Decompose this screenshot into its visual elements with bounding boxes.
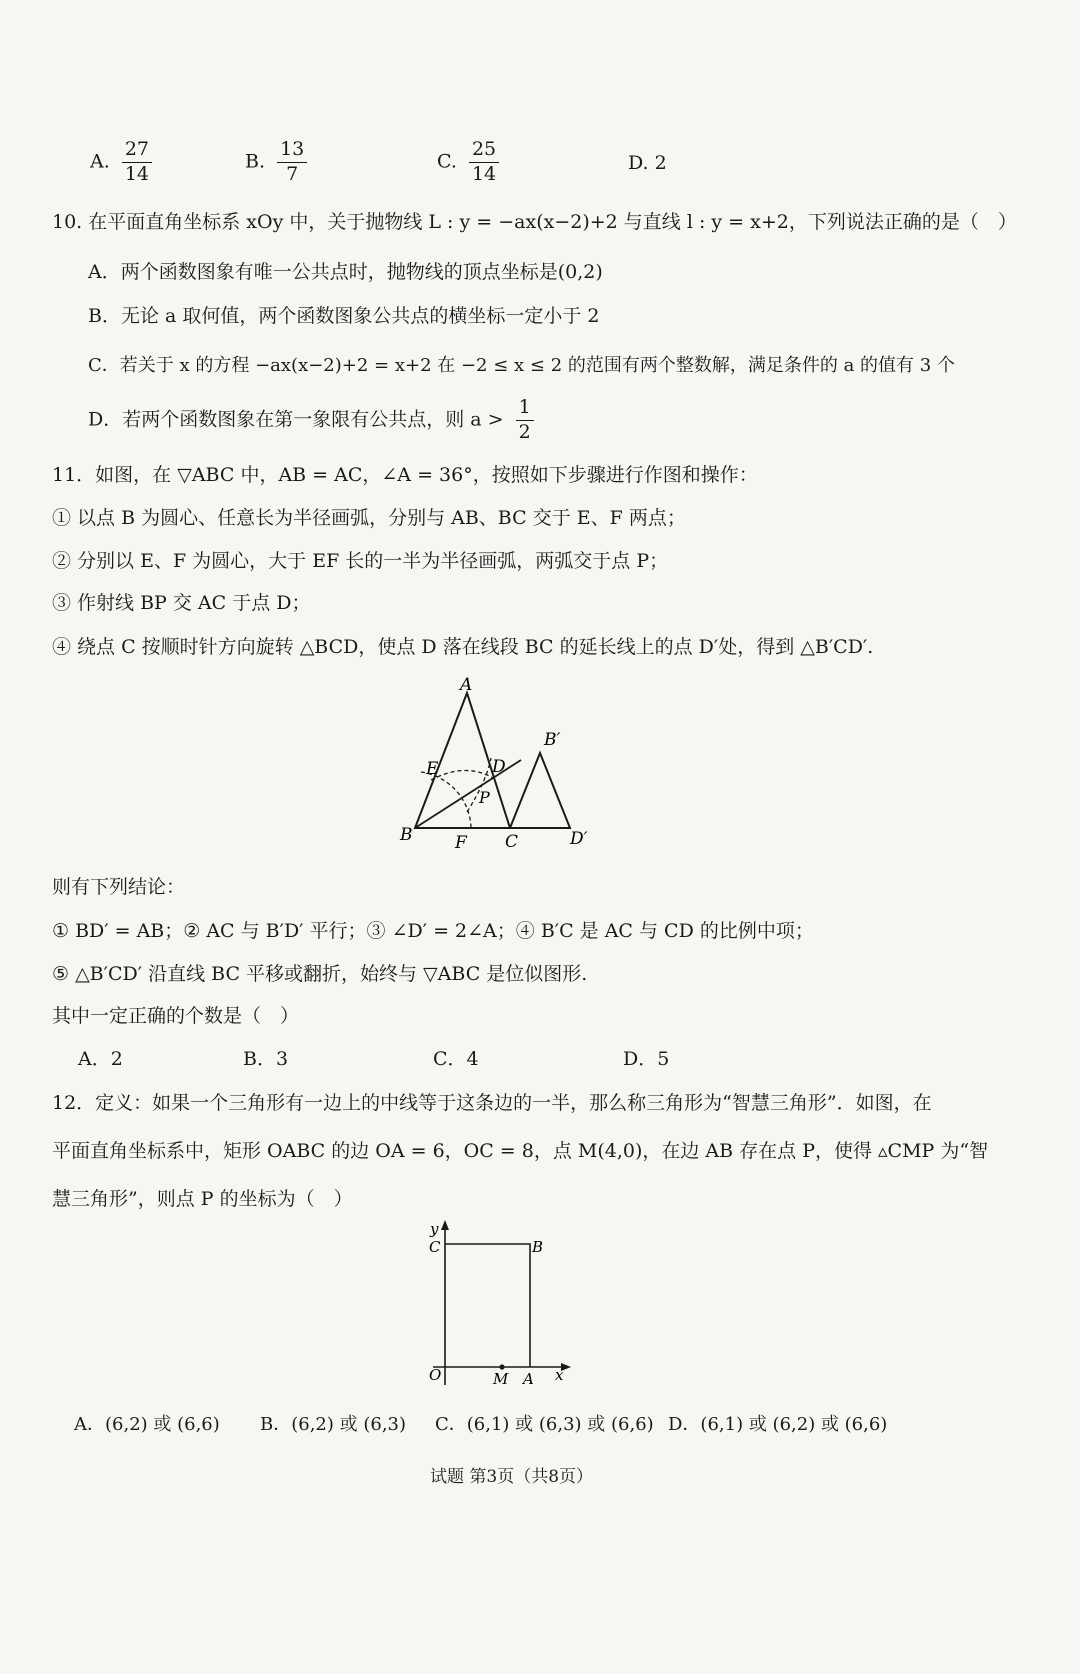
q11-option-d: D．5 — [623, 1048, 670, 1070]
fig12-label-o: O — [429, 1366, 442, 1384]
fig11-label-b: B — [400, 825, 413, 845]
fig11-label-d: D — [492, 757, 506, 777]
fig12-label-m: M — [493, 1370, 509, 1388]
fig11-label-e: E — [426, 759, 439, 779]
q10-stem: 10. 在平面直角坐标系 xOy 中，关于抛物线 L : y = −ax(x−2)+2 与直线 l : y = x+2，下列说法正确的是（ ） — [52, 211, 1017, 233]
fig12-label-y: y — [430, 1220, 439, 1238]
q12-line-3: 慧三角形”，则点 P 的坐标为（ ） — [52, 1188, 353, 1210]
q9-option-a: A. $\frac{27}{14}$ — [90, 140, 152, 185]
q9-option-d: D. 2 — [628, 152, 667, 174]
fig11-label-a: A — [460, 675, 473, 695]
q11-option-c: C．4 — [433, 1048, 479, 1070]
q12-option-c: C．(6,1) 或 (6,3) 或 (6,6) — [435, 1414, 654, 1435]
q9-option-b: B. $\frac{13}{7}$ — [245, 140, 307, 185]
q11-conclusions-1: ① BD′ = AB；② AC 与 B′D′ 平行；③ ∠D′ = 2∠A；④ B′C 是 AC 与 CD 的比例中项； — [52, 920, 814, 942]
q12-line-1: 12．定义：如果一个三角形有一边上的中线等于这条边的一半，那么称三角形为“智慧三角形”．如图，在 — [52, 1092, 932, 1114]
fig12-label-a: A — [523, 1370, 534, 1388]
q12-figure — [415, 1220, 575, 1390]
q12-line-2: 平面直角坐标系中，矩形 OABC 的边 OA = 6，OC = 8，点 M(4,0)，在边 AB 存在点 P，使得 ▵CMP 为“智 — [52, 1140, 989, 1162]
q11-step-3: ③ 作射线 BP 交 AC 于点 D； — [52, 592, 311, 614]
fig12-label-c: C — [429, 1238, 441, 1256]
q10-option-d: D．若两个函数图象在第一象限有公共点，则 a > $\frac{1}{2}$ — [88, 398, 534, 443]
fig11-label-p: P — [479, 788, 490, 807]
q11-figure — [395, 670, 615, 855]
q9-option-c: C. $\frac{25}{14}$ — [437, 140, 499, 185]
q11-step-4: ④ 绕点 C 按顺时针方向旋转 △BCD，使点 D 落在线段 BC 的延长线上的点 D′处，得到 △B′CD′. — [52, 636, 874, 658]
q11-question: 其中一定正确的个数是（ ） — [52, 1005, 300, 1027]
q10-option-b: B．无论 a 取何值，两个函数图象公共点的横坐标一定小于 2 — [88, 305, 600, 327]
q11-stem: 11．如图，在 ▽ABC 中，AB = AC，∠A = 36°，按照如下步骤进行作图和操作： — [52, 464, 758, 486]
q11-step-1: ① 以点 B 为圆心、任意长为半径画弧，分别与 AB、BC 交于 E、F 两点； — [52, 507, 686, 529]
fig12-label-x: x — [555, 1366, 564, 1384]
q10-option-c: C．若关于 x 的方程 −ax(x−2)+2 = x+2 在 −2 ≤ x ≤ 2 的范围有两个整数解，满足条件的 a 的值有 3 个 — [88, 355, 955, 376]
q12-option-b: B．(6,2) 或 (6,3) — [260, 1414, 407, 1435]
fig11-label-d-prime: D′ — [570, 829, 588, 849]
q11-option-a: A．2 — [78, 1048, 123, 1070]
fig11-label-b-prime: B′ — [544, 730, 561, 750]
fig12-label-b: B — [532, 1238, 544, 1256]
q11-option-b: B．3 — [243, 1048, 289, 1070]
q11-conclusions-2: ⑤ △B′CD′ 沿直线 BC 平移或翻折，始终与 ▽ABC 是位似图形. — [52, 963, 588, 985]
page-footer: 试题 第3页（共8页） — [430, 1467, 594, 1487]
q12-option-a: A．(6,2) 或 (6,6) — [74, 1414, 220, 1435]
q10-option-a: A．两个函数图象有唯一公共点时，抛物线的顶点坐标是(0,2) — [88, 261, 603, 283]
fig11-label-c: C — [505, 832, 519, 852]
q11-conclusion-intro: 则有下列结论： — [52, 876, 186, 898]
q11-step-2: ② 分别以 E、F 为圆心，大于 EF 长的一半为半径画弧，两弧交于点 P； — [52, 550, 669, 572]
fig11-label-f: F — [455, 833, 467, 853]
q12-option-d: D．(6,1) 或 (6,2) 或 (6,6) — [668, 1414, 888, 1435]
